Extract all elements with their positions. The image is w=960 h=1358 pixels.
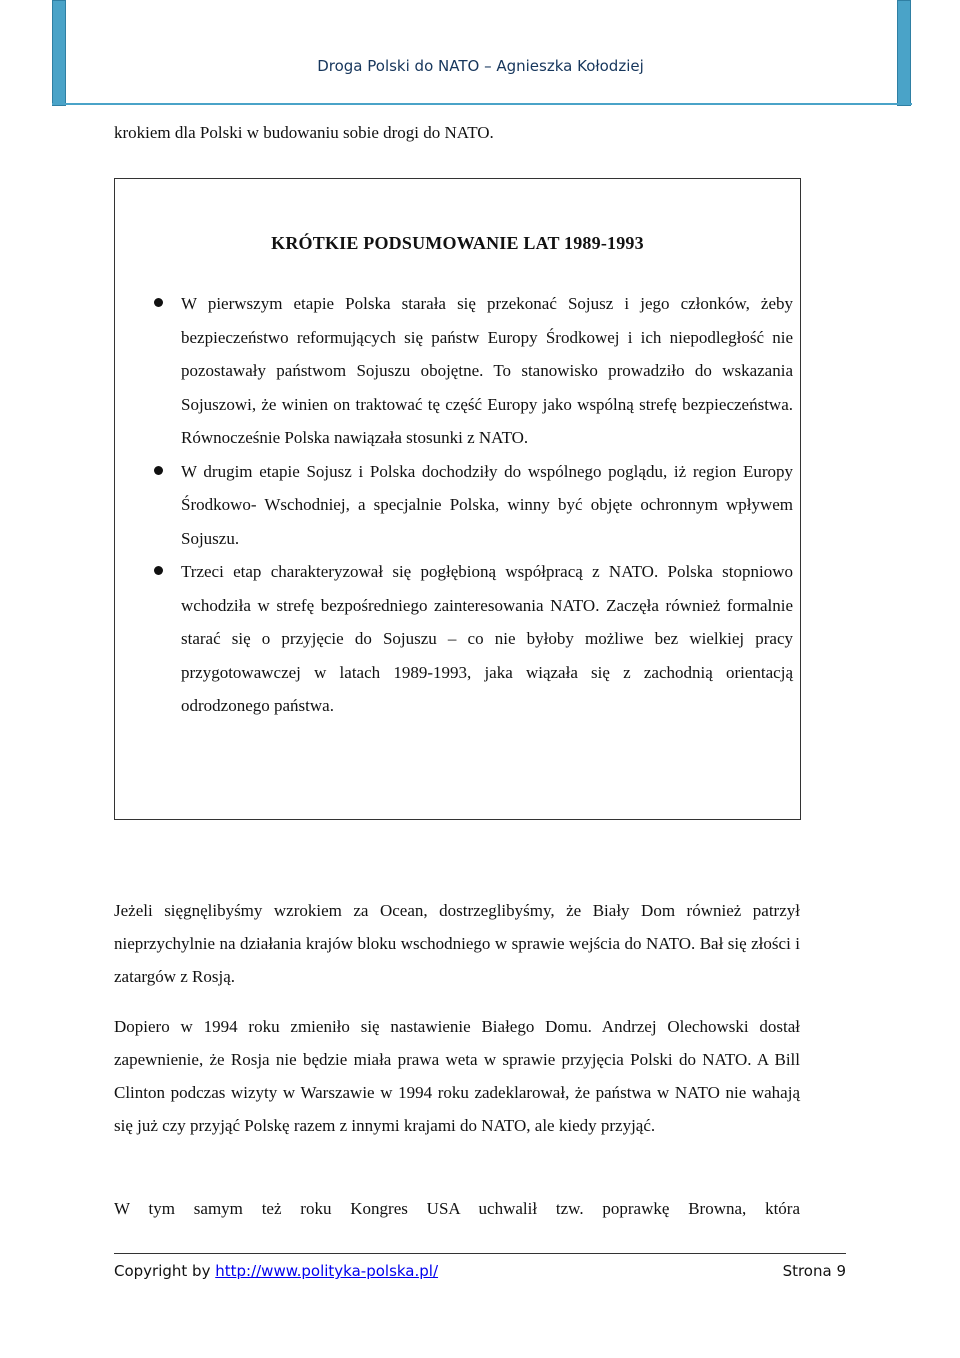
left-decorative-bar: [52, 0, 66, 106]
page-footer: [114, 1262, 846, 1284]
header-divider: [52, 103, 912, 105]
footer-website-link[interactable]: http://www.polityka-polska.pl/: [215, 1262, 439, 1280]
footer-divider: [114, 1253, 846, 1254]
summary-heading: KRÓTKIE PODSUMOWANIE LAT 1989-1993: [271, 233, 644, 253]
intro-line: krokiem dla Polski w budowaniu sobie drogi do NATO.: [114, 123, 494, 142]
right-decorative-bar: [897, 0, 911, 106]
list-item-text: W pierwszym etapie Polska starała się przekonać Sojusz i jego członków, żeby bezpieczeństwo reformujących się państw Europy Środkowej i ich niepodległość nie pozostawały państwom Sojuszu obojętne. To stanowisko prowadziło do wskazania Sojuszowi, że winien on traktować tę część Europy jako wspólną strefę bezpieczeństwa. Równocześnie Polska nawiązała stosunki z NATO.: [181, 294, 793, 447]
running-header-title: Droga Polski do NATO – Agnieszka Kołodziej: [317, 57, 644, 75]
paragraph-brown-amendment: W tym samym też roku Kongres USA uchwalił tzw. poprawkę Browna, która: [114, 1199, 800, 1218]
footer-page-number: Strona 9: [782, 1262, 846, 1280]
list-item: [114, 555, 801, 723]
paragraph-white-house: Jeżeli sięgnęlibyśmy wzrokiem za Ocean, dostrzeglibyśmy, że Biały Dom również patrzył nieprzychylnie na działania krajów bloku wschodniego w sprawie wejścia do NATO. Bał się złości i zatargów z Rosją.: [114, 901, 800, 986]
footer-copyright-prefix: Copyright by: [114, 1262, 216, 1280]
list-item-text: W drugim etapie Sojusz i Polska dochodziły do wspólnego poglądu, iż region Europy Środkowo- Wschodniej, a specjalnie Polska, winny być objęte ochronnym wpływem Sojuszu.: [181, 461, 793, 548]
summary-bullet-list: [114, 287, 801, 723]
bullet-icon: [154, 566, 163, 575]
list-item: [114, 287, 801, 455]
list-item: [114, 455, 801, 556]
bullet-icon: [154, 298, 163, 307]
paragraph-1994-change: Dopiero w 1994 roku zmieniło się nastawienie Białego Domu. Andrzej Olechowski dostał zapewnienie, że Rosja nie będzie miała prawa weta w sprawie przyjęcia Polski do NATO. A Bill Clinton podczas wizyty w Warszawie w 1994 roku zadeklarował, że państwa w NATO nie wahają się już czy przyjąć Polskę razem z innymi krajami do NATO, ale kiedy przyjąć.: [114, 1017, 800, 1135]
list-item-text: Trzeci etap charakteryzował się pogłębioną współpracą z NATO. Polska stopniowo wchodziła w strefę bezpośredniego zainteresowania NATO. Zaczęła również formalnie starać się o przyjęcie do Sojuszu – co nie byłoby możliwe bez wielkiej pracy przygotowawczej w latach 1989-1993, jaka wiązała się z zachodnią orientacją odrodzonego państwa.: [181, 562, 793, 715]
footer-copyright: [114, 1262, 438, 1280]
bullet-icon: [154, 466, 163, 475]
